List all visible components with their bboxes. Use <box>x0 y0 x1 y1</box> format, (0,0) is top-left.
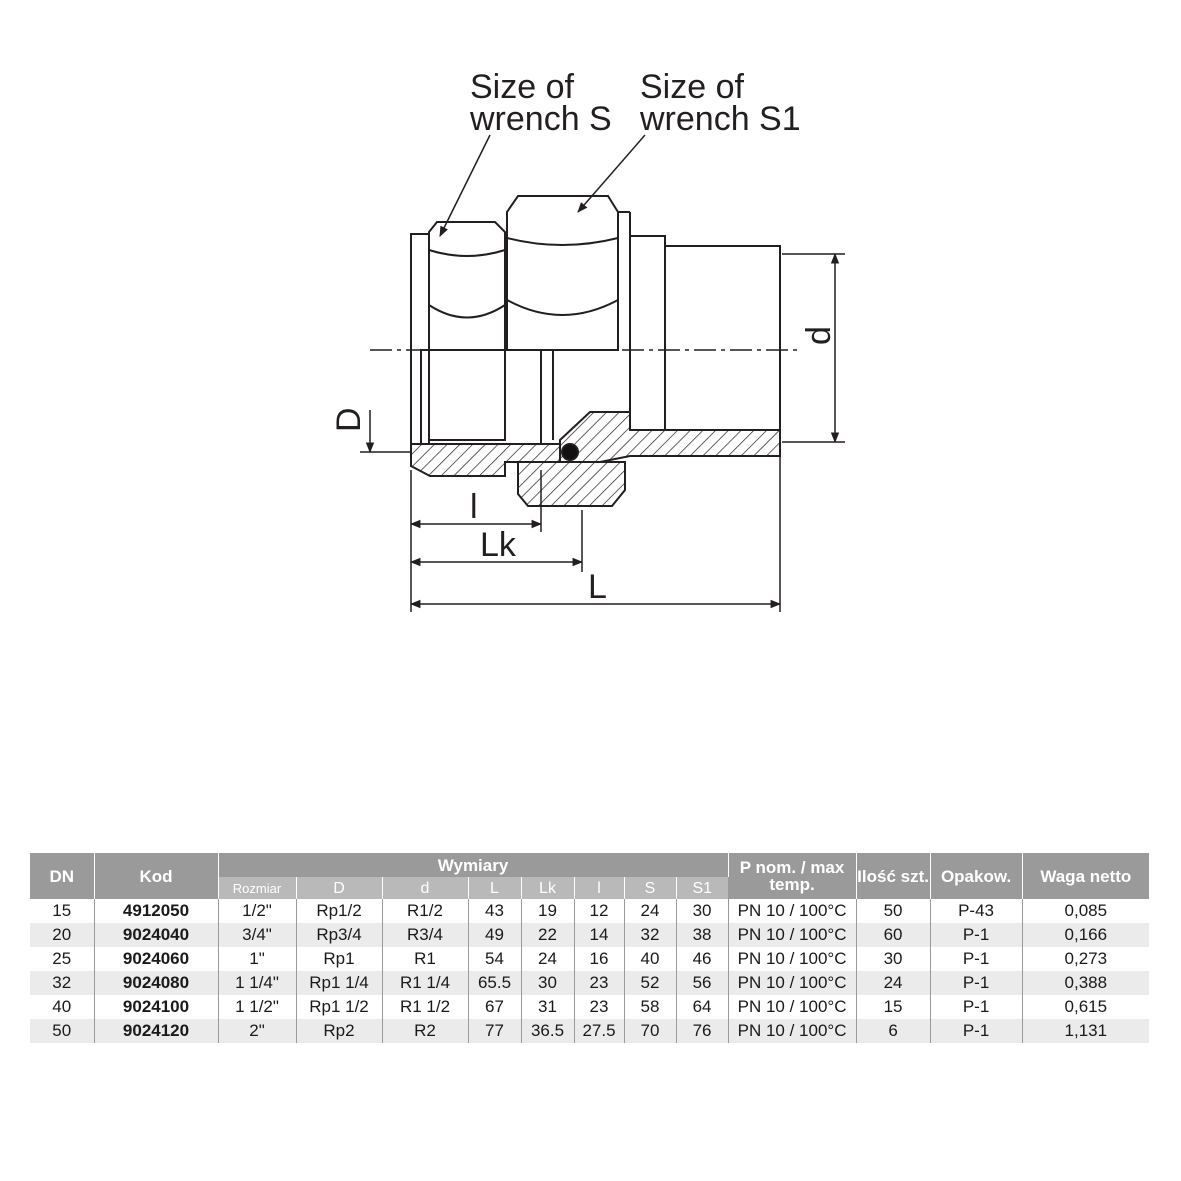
cell-Lk: 31 <box>521 995 574 1019</box>
cell-waga: 0,273 <box>1064 949 1108 968</box>
cell-d: R1 1/2 <box>382 995 468 1019</box>
cell-opakow: P-1 <box>930 947 1022 971</box>
cell-d: R1 1/4 <box>382 971 468 995</box>
cell-S1: 30 <box>676 899 728 923</box>
cell-pnom: PN 10 / 100°C <box>728 899 856 923</box>
cell-S1: 38 <box>676 923 728 947</box>
cell-L: 65.5 <box>468 971 521 995</box>
table-row <box>30 947 1149 971</box>
cell-Lk: 30 <box>521 971 574 995</box>
cell-l: 23 <box>574 971 624 995</box>
cell-L: 49 <box>468 923 521 947</box>
subheader-Lk: Lk <box>521 877 574 899</box>
table-row <box>30 995 1149 1019</box>
cell-rozmiar: 1" <box>218 947 296 971</box>
cell-S: 32 <box>624 923 676 947</box>
header-waga: Waga netto <box>1022 853 1149 899</box>
right-body <box>630 236 665 456</box>
header-wymiary: Wymiary <box>218 853 728 877</box>
cell-Lk: 19 <box>521 899 574 923</box>
cell-L: 77 <box>468 1019 521 1043</box>
spec-table <box>30 853 1149 1043</box>
table-row <box>30 1019 1149 1043</box>
cell-rozmiar: 1 1/4" <box>218 971 296 995</box>
dim-label-Lk: Lk <box>480 526 516 564</box>
nut-s <box>429 222 505 440</box>
cell-D: Rp1 <box>296 947 382 971</box>
cell-pnom: PN 10 / 100°C <box>728 947 856 971</box>
nut-s1 <box>507 196 618 350</box>
header-pnom: P nom. / max temp. <box>728 853 856 899</box>
cell-l: 12 <box>574 899 624 923</box>
cell-kod: 9024100 <box>94 995 218 1019</box>
cell-ilosc: 24 <box>856 971 930 995</box>
cell-S1: 76 <box>676 1019 728 1043</box>
cell-l: 27.5 <box>574 1019 624 1043</box>
cell-opakow: P-43 <box>930 899 1022 923</box>
subheader-rozmiar: Rozmiar <box>218 877 296 899</box>
cell-waga: 0,388 <box>1022 971 1149 995</box>
cell-d: R2 <box>382 1019 468 1043</box>
cell-dn: 25 <box>30 947 94 971</box>
dim-label-d: d <box>800 326 838 345</box>
dim-label-l: l <box>470 488 478 526</box>
cell-d: R1 <box>382 947 468 971</box>
subheader-D: D <box>296 877 382 899</box>
header-ilosc: Ilość szt. <box>856 853 930 899</box>
table-row <box>30 923 1149 947</box>
cell-kod: 4912050 <box>94 899 218 923</box>
cell-waga: 0,615 <box>1064 997 1108 1016</box>
header-dn: DN <box>30 853 94 899</box>
cell-S1: 46 <box>676 947 728 971</box>
cell-S1: 64 <box>676 995 728 1019</box>
cell-dn: 40 <box>30 995 94 1019</box>
cell-dn: 15 <box>30 899 94 923</box>
cell-waga: 1,131 <box>1022 1019 1149 1043</box>
cell-kod: 9024080 <box>94 971 218 995</box>
cell-l: 16 <box>574 947 624 971</box>
cell-rozmiar: 1/2" <box>218 899 296 923</box>
cell-ilosc: 15 <box>856 995 930 1019</box>
cell-Lk: 22 <box>521 923 574 947</box>
cell-D: Rp3/4 <box>296 923 382 947</box>
header-opakow: Opakow. <box>930 853 1022 899</box>
cell-pnom: PN 10 / 100°C <box>728 1019 856 1043</box>
cell-L: 54 <box>468 947 521 971</box>
subheader-l: l <box>574 877 624 899</box>
subheader-d: d <box>382 877 468 899</box>
cell-pnom: PN 10 / 100°C <box>728 995 856 1019</box>
cell-opakow: P-1 <box>930 995 1022 1019</box>
table-row <box>30 899 1149 923</box>
cell-pnom: PN 10 / 100°C <box>728 923 856 947</box>
cell-D: Rp1 1/2 <box>296 995 382 1019</box>
subheader-S: S <box>624 877 676 899</box>
cell-S: 58 <box>624 995 676 1019</box>
cell-kod: 9024040 <box>94 923 218 947</box>
dim-label-D: D <box>330 407 368 432</box>
male-thread <box>665 246 780 456</box>
cell-D: Rp1/2 <box>296 899 382 923</box>
label-wrench-s1-line2: wrench S1 <box>640 100 801 138</box>
label-wrench-s-line1: Size of <box>470 68 574 106</box>
cell-D: Rp2 <box>296 1019 382 1043</box>
cell-S: 70 <box>624 1019 676 1043</box>
dim-label-L: L <box>588 568 607 606</box>
cell-l: 14 <box>574 923 624 947</box>
cell-S1: 56 <box>676 971 728 995</box>
cell-pnom: PN 10 / 100°C <box>728 971 856 995</box>
cell-L: 43 <box>468 899 521 923</box>
table-row <box>30 971 1149 995</box>
cell-rozmiar: 1 1/2" <box>218 995 296 1019</box>
cell-l: 23 <box>574 995 624 1019</box>
cell-ilosc: 50 <box>856 899 930 923</box>
spec-table-body <box>30 899 1149 1043</box>
cell-Lk: 24 <box>521 947 574 971</box>
cell-dn: 32 <box>30 971 94 995</box>
cell-d: R3/4 <box>382 923 468 947</box>
cell-d: R1/2 <box>382 899 468 923</box>
cell-rozmiar: 2" <box>218 1019 296 1043</box>
cell-ilosc: 60 <box>856 923 930 947</box>
cell-opakow: P-1 <box>930 971 1022 995</box>
cell-kod: 9024060 <box>94 947 218 971</box>
cell-opakow: P-1 <box>930 923 1022 947</box>
cell-waga: 0,085 <box>1064 901 1108 920</box>
cell-ilosc: 6 <box>856 1019 930 1043</box>
cell-kod: 9024120 <box>94 1019 218 1043</box>
label-wrench-s-line2: wrench S <box>470 100 612 138</box>
header-kod: Kod <box>94 853 218 899</box>
cell-S: 24 <box>624 899 676 923</box>
cell-waga: 0,166 <box>1022 923 1149 947</box>
cell-dn: 20 <box>30 923 94 947</box>
subheader-L: L <box>468 877 521 899</box>
cell-dn: 50 <box>30 1019 94 1043</box>
cell-opakow: P-1 <box>930 1019 1022 1043</box>
cell-S: 40 <box>624 947 676 971</box>
cell-L: 67 <box>468 995 521 1019</box>
cell-rozmiar: 3/4" <box>218 923 296 947</box>
label-wrench-s1-line1: Size of <box>640 68 744 106</box>
cell-D: Rp1 1/4 <box>296 971 382 995</box>
subheader-S1: S1 <box>676 877 728 899</box>
cell-S: 52 <box>624 971 676 995</box>
cell-ilosc: 30 <box>856 947 930 971</box>
cell-Lk: 36.5 <box>521 1019 574 1043</box>
